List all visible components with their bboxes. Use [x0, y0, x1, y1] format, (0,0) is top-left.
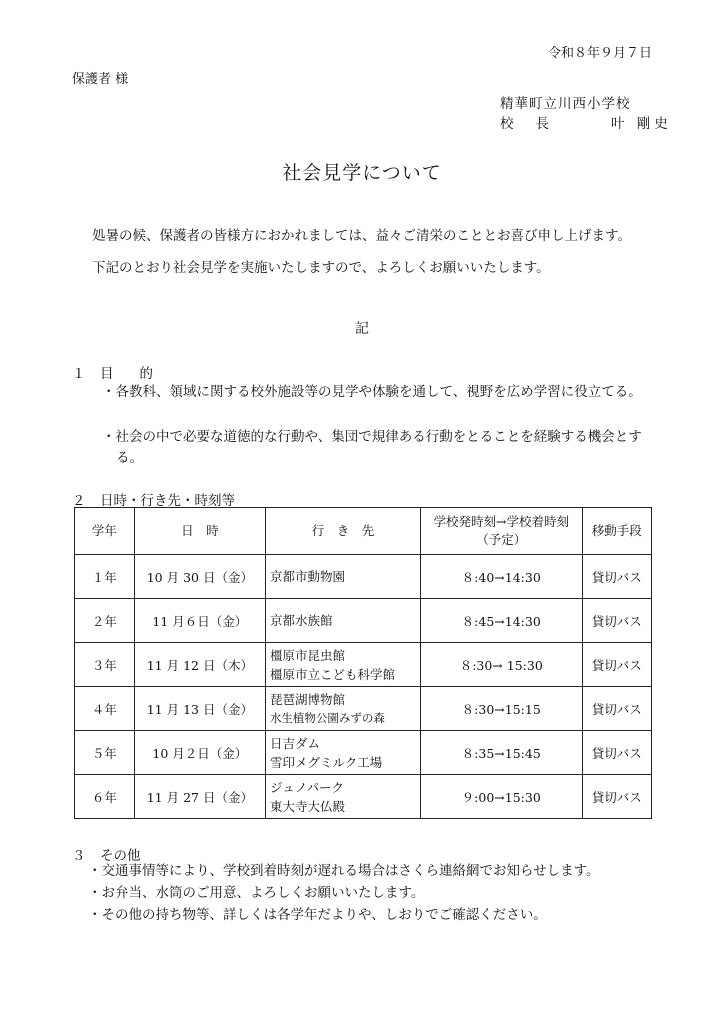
cell-transport: 貸切バス — [582, 687, 651, 731]
section-schedule-heading — [72, 489, 235, 509]
cell-grade: ３年 — [75, 643, 135, 687]
ki-heading: 記 — [355, 321, 369, 337]
cell-transport: 貸切バス — [582, 555, 651, 599]
section-number: ２ — [72, 493, 86, 509]
principal-role: 校長 — [500, 116, 571, 132]
other-bullet-2: ・お弁当、水筒のご用意、よろしくお願いいたします。 — [88, 885, 425, 901]
table-row — [75, 731, 652, 775]
cell-date: 11 月 27 日（金） — [134, 775, 265, 819]
cell-destination: 琵琶湖博物館 水生植物公園みずの森 — [265, 687, 420, 731]
table-header-row — [75, 508, 652, 555]
cell-time: ８:35→15:45 — [420, 731, 582, 775]
table-row — [75, 599, 652, 643]
cell-destination: 京都市動物園 — [265, 555, 420, 599]
cell-grade: ４年 — [75, 687, 135, 731]
cell-time: ８:45→14:30 — [420, 599, 582, 643]
cell-date: 11 月 13 日（金） — [134, 687, 265, 731]
table-row — [75, 555, 652, 599]
cell-date: 11 月６日（金） — [134, 599, 265, 643]
header-date: 日 時 — [134, 508, 265, 555]
schedule-table — [74, 507, 652, 819]
purpose-bullet-1: ・各教科、領域に関する校外施設等の見学や体験を通して、視野を広め学習に役立てる。 — [102, 384, 642, 400]
cell-transport: 貸切バス — [582, 643, 651, 687]
cell-time: ８:30→15:15 — [420, 687, 582, 731]
cell-time: ８:30→ 15:30 — [420, 643, 582, 687]
cell-time: ８:40→14:30 — [420, 555, 582, 599]
purpose-bullet-2: ・社会の中で必要な道徳的な行動や、集団で規律ある行動をとることを経験する機会とする。 — [102, 429, 642, 466]
header-transport: 移動手段 — [582, 508, 651, 555]
section-label: 日時・行き先・時刻等 — [100, 493, 235, 509]
cell-grade: １年 — [75, 555, 135, 599]
principal-name: 叶 剛史 — [611, 116, 672, 132]
cell-destination: ジュノパーク 東大寺大仏殿 — [265, 775, 420, 819]
cell-date: 10 月２日（金） — [134, 731, 265, 775]
cell-transport: 貸切バス — [582, 775, 651, 819]
cell-grade: ２年 — [75, 599, 135, 643]
header-destination: 行 き 先 — [265, 508, 420, 555]
document-title: 社会見学について — [282, 162, 442, 184]
table-row — [75, 643, 652, 687]
cell-date: 10 月 30 日（金） — [134, 555, 265, 599]
cell-grade: ５年 — [75, 731, 135, 775]
cell-destination: 日吉ダム 雪印メグミルク工場 — [265, 731, 420, 775]
other-bullets — [88, 860, 600, 926]
table-row — [75, 687, 652, 731]
section-purpose-heading — [72, 362, 179, 382]
cell-time: ９:00→15:30 — [420, 775, 582, 819]
section-number: １ — [72, 366, 86, 382]
header-grade: 学年 — [75, 508, 135, 555]
header-time: 学校発時刻→学校着時刻 （予定） — [420, 508, 582, 555]
table-row — [75, 775, 652, 819]
cell-destination: 橿原市昆虫館 橿原市立こども科学館 — [265, 643, 420, 687]
section-number: ３ — [72, 848, 86, 864]
cell-transport: 貸切バス — [582, 731, 651, 775]
section-label: その他 — [100, 848, 141, 864]
document-date: 令和８年９月７日 — [547, 46, 652, 61]
addressee: 保護者 様 — [72, 72, 129, 87]
principal — [500, 112, 672, 132]
other-bullet-1: ・交通事情等により、学校到着時刻が遅れる場合はさくら連絡網でお知らせします。 — [88, 863, 600, 879]
cell-destination: 京都水族館 — [265, 599, 420, 643]
intro-paragraph-1: 処暑の候、保護者の皆様方におかれましては、益々ご清栄のこととお喜び申し上げます。 — [92, 227, 631, 244]
school-name: 精華町立川西小学校 — [500, 96, 631, 112]
cell-grade: ６年 — [75, 775, 135, 819]
section-label: 目的 — [100, 366, 179, 382]
other-bullet-3: ・その他の持ち物等、詳しくは各学年だよりや、しおりでご確認ください。 — [88, 907, 547, 923]
cell-transport: 貸切バス — [582, 599, 651, 643]
intro-paragraph-2: 下記のとおり社会見学を実施いたしますので、よろしくお願いいたします。 — [92, 260, 550, 276]
cell-date: 11 月 12 日（木） — [134, 643, 265, 687]
